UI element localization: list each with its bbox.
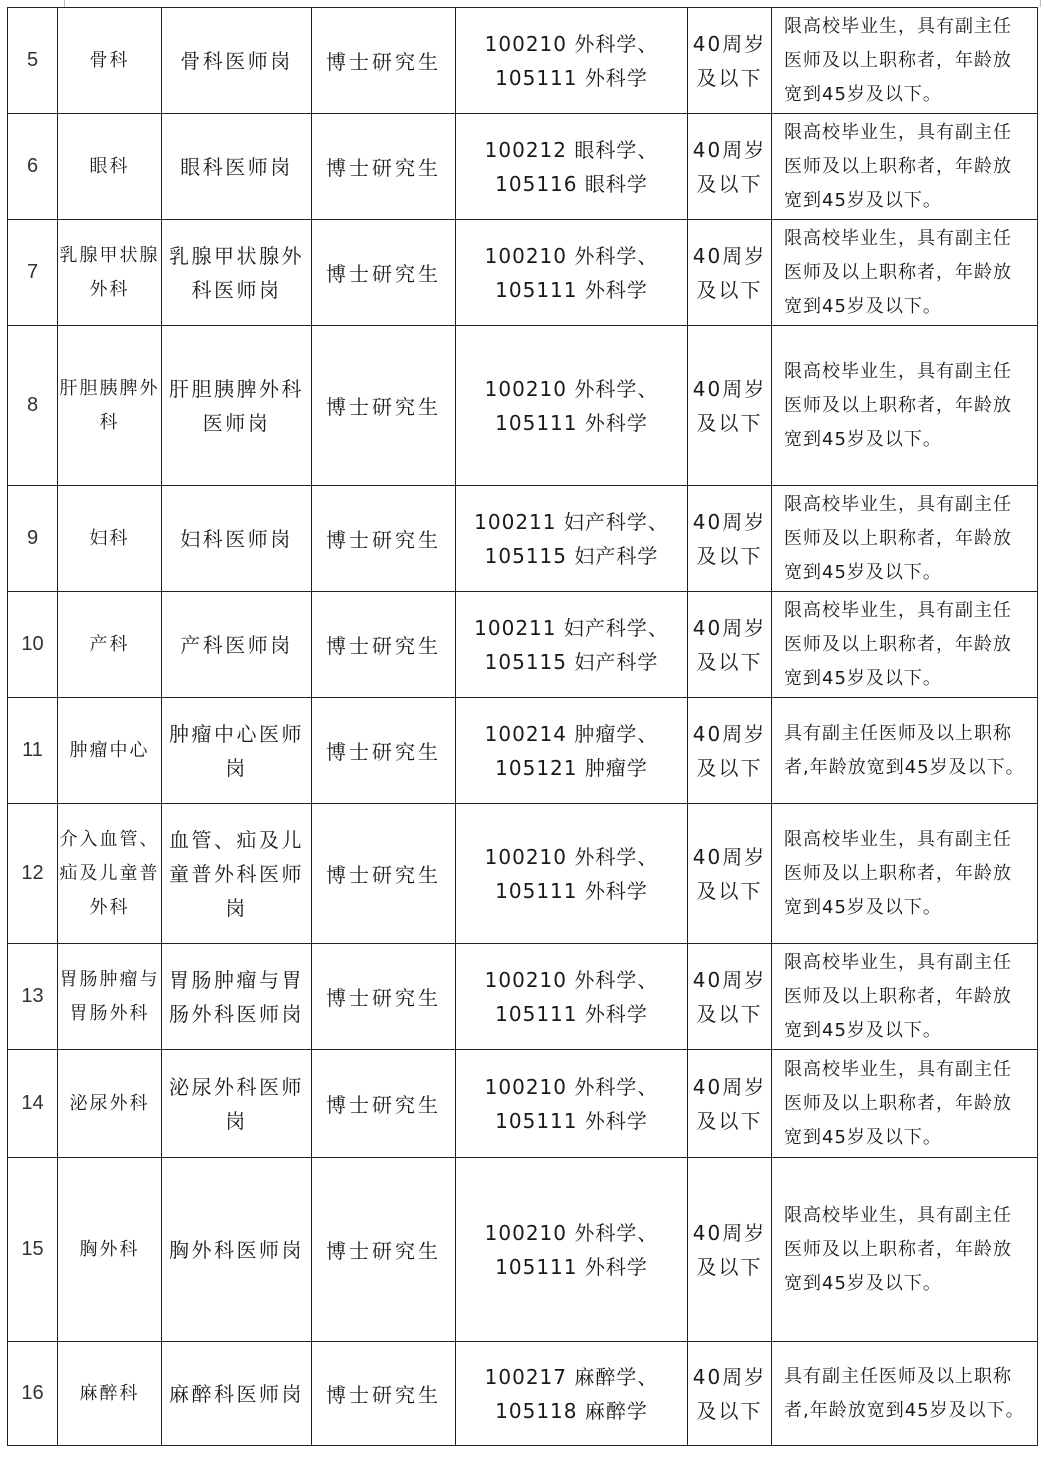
- recruitment-positions-table: [7, 7, 1038, 1446]
- major-cell: [456, 114, 688, 220]
- table-row: [8, 1050, 1038, 1158]
- education-cell: 博士研究生: [312, 486, 456, 592]
- major-line: 105111 外科学: [495, 1108, 648, 1133]
- row-number: 11: [8, 698, 58, 804]
- row-number: 8: [8, 326, 58, 486]
- major-line: 100212 眼科学、: [484, 137, 659, 162]
- requirement-cell: 具有副主任医师及以上职称者,年龄放宽到45岁及以下。: [772, 698, 1038, 804]
- requirement-cell: 限高校毕业生，具有副主任医师及以上职称者，年龄放宽到45岁及以下。: [772, 1158, 1038, 1342]
- age-limit-cell: 40周岁及以下: [688, 8, 772, 114]
- position-cell: 胃肠肿瘤与胃肠外科医师岗: [162, 944, 312, 1050]
- position-cell: 妇科医师岗: [162, 486, 312, 592]
- department-cell: 胸外科: [58, 1158, 162, 1342]
- major-line: 105115 妇产科学: [484, 543, 659, 568]
- table-row: [8, 326, 1038, 486]
- row-number: 10: [8, 592, 58, 698]
- row-number: 12: [8, 804, 58, 944]
- requirement-cell: 限高校毕业生，具有副主任医师及以上职称者，年龄放宽到45岁及以下。: [772, 1050, 1038, 1158]
- position-cell: 产科医师岗: [162, 592, 312, 698]
- table-row: [8, 220, 1038, 326]
- position-cell: 骨科医师岗: [162, 8, 312, 114]
- major-line: 100217 麻醉学、: [484, 1364, 659, 1389]
- major-line: 105111 外科学: [495, 65, 648, 90]
- table-row: [8, 804, 1038, 944]
- department-cell: 产科: [58, 592, 162, 698]
- department-cell: 骨科: [58, 8, 162, 114]
- major-line: 100210 外科学、: [484, 243, 659, 268]
- major-line: 105116 眼科学: [495, 171, 648, 196]
- row-number: 9: [8, 486, 58, 592]
- age-limit-cell: 40周岁及以下: [688, 944, 772, 1050]
- requirement-cell: 限高校毕业生，具有副主任医师及以上职称者，年龄放宽到45岁及以下。: [772, 8, 1038, 114]
- major-line: 100211 妇产科学、: [474, 509, 669, 534]
- age-limit-cell: 40周岁及以下: [688, 1158, 772, 1342]
- major-line: 100210 外科学、: [484, 967, 659, 992]
- age-limit-cell: 40周岁及以下: [688, 804, 772, 944]
- major-line: 100211 妇产科学、: [474, 615, 669, 640]
- education-cell: 博士研究生: [312, 698, 456, 804]
- major-cell: [456, 1158, 688, 1342]
- age-limit-cell: 40周岁及以下: [688, 220, 772, 326]
- major-cell: [456, 326, 688, 486]
- major-line: 105118 麻醉学: [495, 1398, 648, 1423]
- position-cell: 胸外科医师岗: [162, 1158, 312, 1342]
- major-line: 100210 外科学、: [484, 31, 659, 56]
- department-cell: 介入血管、疝及儿童普外科: [58, 804, 162, 944]
- requirement-cell: 限高校毕业生，具有副主任医师及以上职称者，年龄放宽到45岁及以下。: [772, 114, 1038, 220]
- major-line: 105115 妇产科学: [484, 649, 659, 674]
- age-limit-cell: 40周岁及以下: [688, 1050, 772, 1158]
- major-line: 105121 肿瘤学: [495, 755, 648, 780]
- age-limit-cell: 40周岁及以下: [688, 592, 772, 698]
- department-cell: 肝胆胰脾外科: [58, 326, 162, 486]
- row-number: 14: [8, 1050, 58, 1158]
- table-row: [8, 486, 1038, 592]
- age-limit-cell: 40周岁及以下: [688, 114, 772, 220]
- department-cell: 妇科: [58, 486, 162, 592]
- age-limit-cell: 40周岁及以下: [688, 698, 772, 804]
- major-line: 100210 外科学、: [484, 844, 659, 869]
- page-edge-mark: [1040, 0, 1041, 7]
- table-row: [8, 944, 1038, 1050]
- major-line: 100210 外科学、: [484, 376, 659, 401]
- major-cell: [456, 804, 688, 944]
- major-cell: [456, 220, 688, 326]
- position-cell: 血管、疝及儿童普外科医师岗: [162, 804, 312, 944]
- requirement-cell: 限高校毕业生，具有副主任医师及以上职称者，年龄放宽到45岁及以下。: [772, 326, 1038, 486]
- major-line: 105111 外科学: [495, 1001, 648, 1026]
- department-cell: 肿瘤中心: [58, 698, 162, 804]
- age-limit-cell: 40周岁及以下: [688, 486, 772, 592]
- education-cell: 博士研究生: [312, 1050, 456, 1158]
- major-cell: [456, 8, 688, 114]
- requirement-cell: 限高校毕业生，具有副主任医师及以上职称者，年龄放宽到45岁及以下。: [772, 804, 1038, 944]
- major-line: 100214 肿瘤学、: [484, 721, 659, 746]
- major-cell: [456, 944, 688, 1050]
- major-line: 105111 外科学: [495, 277, 648, 302]
- education-cell: 博士研究生: [312, 8, 456, 114]
- major-line: 105111 外科学: [495, 1254, 648, 1279]
- department-cell: 泌尿外科: [58, 1050, 162, 1158]
- education-cell: 博士研究生: [312, 1158, 456, 1342]
- row-number: 13: [8, 944, 58, 1050]
- major-line: 100210 外科学、: [484, 1074, 659, 1099]
- major-line: 105111 外科学: [495, 878, 648, 903]
- requirement-cell: 限高校毕业生，具有副主任医师及以上职称者，年龄放宽到45岁及以下。: [772, 944, 1038, 1050]
- major-line: 100210 外科学、: [484, 1220, 659, 1245]
- education-cell: 博士研究生: [312, 804, 456, 944]
- education-cell: 博士研究生: [312, 326, 456, 486]
- table-row: [8, 592, 1038, 698]
- row-number: 7: [8, 220, 58, 326]
- major-cell: [456, 698, 688, 804]
- table-row: [8, 1342, 1038, 1446]
- position-cell: 泌尿外科医师岗: [162, 1050, 312, 1158]
- major-cell: [456, 1342, 688, 1446]
- age-limit-cell: 40周岁及以下: [688, 1342, 772, 1446]
- education-cell: 博士研究生: [312, 944, 456, 1050]
- row-number: 5: [8, 8, 58, 114]
- table-body: [8, 8, 1038, 1446]
- table-row: [8, 1158, 1038, 1342]
- education-cell: 博士研究生: [312, 114, 456, 220]
- row-number: 15: [8, 1158, 58, 1342]
- major-cell: [456, 486, 688, 592]
- department-cell: 乳腺甲状腺外科: [58, 220, 162, 326]
- table-row: [8, 8, 1038, 114]
- row-number: 16: [8, 1342, 58, 1446]
- requirement-cell: 限高校毕业生，具有副主任医师及以上职称者，年龄放宽到45岁及以下。: [772, 486, 1038, 592]
- table-row: [8, 698, 1038, 804]
- position-cell: 眼科医师岗: [162, 114, 312, 220]
- table-row: [8, 114, 1038, 220]
- major-cell: [456, 1050, 688, 1158]
- education-cell: 博士研究生: [312, 1342, 456, 1446]
- education-cell: 博士研究生: [312, 592, 456, 698]
- department-cell: 胃肠肿瘤与胃肠外科: [58, 944, 162, 1050]
- education-cell: 博士研究生: [312, 220, 456, 326]
- row-number: 6: [8, 114, 58, 220]
- department-cell: 眼科: [58, 114, 162, 220]
- position-cell: 肝胆胰脾外科医师岗: [162, 326, 312, 486]
- department-cell: 麻醉科: [58, 1342, 162, 1446]
- position-cell: 乳腺甲状腺外科医师岗: [162, 220, 312, 326]
- page-edge-mark: [64, 0, 65, 7]
- position-cell: 肿瘤中心医师岗: [162, 698, 312, 804]
- requirement-cell: 限高校毕业生，具有副主任医师及以上职称者，年龄放宽到45岁及以下。: [772, 592, 1038, 698]
- requirement-cell: 具有副主任医师及以上职称者,年龄放宽到45岁及以下。: [772, 1342, 1038, 1446]
- position-cell: 麻醉科医师岗: [162, 1342, 312, 1446]
- requirement-cell: 限高校毕业生，具有副主任医师及以上职称者，年龄放宽到45岁及以下。: [772, 220, 1038, 326]
- age-limit-cell: 40周岁及以下: [688, 326, 772, 486]
- major-cell: [456, 592, 688, 698]
- major-line: 105111 外科学: [495, 410, 648, 435]
